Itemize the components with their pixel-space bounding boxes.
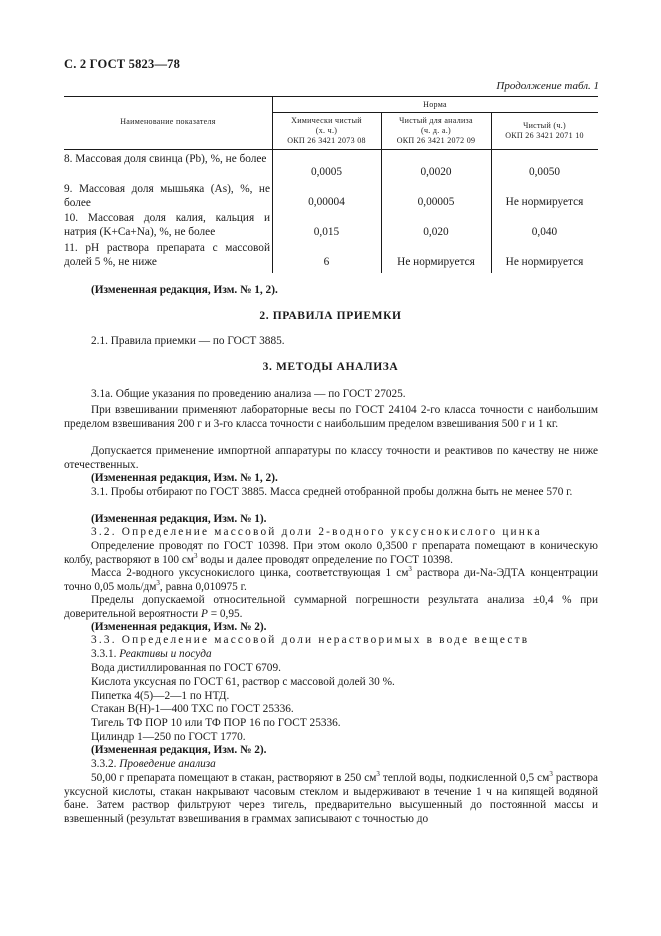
paragraph-3-2-title: 3.2. Определение массовой доли 2-водного уксуснокислого цинка <box>91 526 542 538</box>
table-header-rule <box>64 149 598 150</box>
row-10-v2: 0,020 <box>423 226 449 238</box>
row-10-v1: 0,015 <box>313 226 340 238</box>
proc-c: раствора уксусной кислоты, стакан накрывают часовым стеклом и выдерживают в течение 1 ч на кипящей водяной бане. Затем раствор фильтруют через тигель, предварительно высушенный до постоянной массы и взвешенный (результат взвешивания в граммах записывают с точностью до <box>64 772 598 825</box>
row-9-v1: 0,00004 <box>308 196 345 208</box>
error-tail: = 0,95. <box>207 607 243 620</box>
error-text: Пределы допускаемой относительной суммарной погрешности результата анализа ±0,4 % при доверительной вероятности <box>64 594 598 620</box>
row-9-v2: 0,00005 <box>417 196 455 208</box>
grade-1-okp: ОКП 26 3421 2073 08 <box>287 136 366 145</box>
row-11-v1: 6 <box>323 256 330 268</box>
reagent-item: Вода дистиллированная по ГОСТ 6709. <box>91 662 281 674</box>
row-10-v3: 0,040 <box>531 226 558 238</box>
table-norm-rule <box>272 112 598 113</box>
proc-b: теплой воды, подкисленной 0,5 см <box>379 772 550 784</box>
section-2-title: 2. ПРАВИЛА ПРИЕМКИ <box>259 310 402 322</box>
grade-3-okp: ОКП 26 3421 2071 10 <box>505 131 584 140</box>
header-grade-3 <box>491 121 598 141</box>
grade-1-abbr: (х. ч.) <box>315 126 338 135</box>
paragraph-3-1: 3.1. Пробы отбирают по ГОСТ 3885. Масса средней отобранной пробы должна быть не менее 570 г. <box>91 486 573 498</box>
row-11-name: 11. pH раствора препарата с массовой долей 5 %, не ниже <box>64 242 270 268</box>
amendment-note: (Измененная редакция, Изм. № 1, 2). <box>91 284 278 296</box>
mass-text-a: Масса 2-водного уксуснокислого цинка, соответствующая 1 см <box>91 567 409 579</box>
table-top-rule <box>64 96 598 97</box>
section-3-title: 3. МЕТОДЫ АНАЛИЗА <box>262 361 399 373</box>
grade-2-abbr: (ч. д. а.) <box>421 126 451 135</box>
error-p: P <box>200 607 208 620</box>
header-indicator: Наименование показателя <box>120 117 216 126</box>
paragraph-3-1a: 3.1а. Общие указания по проведению анализа — по ГОСТ 27025. <box>91 388 406 400</box>
paragraph-3-3-2 <box>64 758 598 772</box>
mass-text-c: , равна 0,010975 г. <box>159 580 247 593</box>
paragraph-3-2-body <box>64 540 598 567</box>
p332-title: Проведение анализа <box>119 758 216 770</box>
paragraph-import: Допускается применение импортной аппаратуры по классу точности и реактивов по качеству не ниже отечественных. <box>64 445 598 471</box>
row-11-v3: Не нормируется <box>505 256 584 268</box>
reagent-item: Цилиндр 1—250 по ГОСТ 1770. <box>91 731 246 743</box>
grade-3-name: Чистый (ч.) <box>523 121 566 130</box>
header-grade-2 <box>381 116 491 146</box>
paragraph-weighing: При взвешивании применяют лабораторные весы по ГОСТ 24104 2-го класса точности с наибольшим пределом взвешивания 200 г и 3-го класса точности с наибольшим пределом взвешивания 500 г и 1 кг. <box>64 404 598 430</box>
paragraph-3-3-title: 3.3. Определение массовой доли нерастворимых в воде веществ <box>91 634 530 646</box>
row-10-name: 10. Массовая доля калия, кальция и натрия (K+Ca+Na), %, не более <box>64 212 270 238</box>
grade-1-name: Химически чистый <box>291 116 362 125</box>
row-8-v3: 0,0050 <box>528 166 561 178</box>
p332-num: 3.3.2. <box>91 758 120 770</box>
mass-sup-1: 3 <box>408 565 412 574</box>
amendment-note: (Измененная редакция, Изм. № 1). <box>91 513 267 525</box>
amendment-note: (Измененная редакция, Изм. № 1, 2). <box>91 472 278 484</box>
reagent-item: Пипетка 4(5)—2—1 по НТД. <box>91 690 230 702</box>
grade-2-name: Чистый для анализа <box>399 116 473 125</box>
p32-tail: воды и далее проводят определение по ГОСТ 10398. <box>197 553 453 566</box>
proc-a: 50,00 г препарата помещают в стакан, растворяют в 250 см <box>91 772 377 784</box>
row-8-v1: 0,0005 <box>310 166 343 178</box>
p32-sup: 3 <box>194 551 198 560</box>
row-9-v3: Не нормируется <box>505 196 584 208</box>
p32-text: Определение проводят по ГОСТ 10398. При этом около 0,3500 г препарата помещают в коническую колбу, растворяют в 100 см <box>64 540 598 566</box>
header-norm: Норма <box>423 100 447 109</box>
reagent-item: Кислота уксусная по ГОСТ 61, раствор с массовой долей 30 %. <box>91 676 395 688</box>
amendment-note: (Измененная редакция, Изм. № 2). <box>91 621 267 633</box>
paragraph-error <box>64 594 598 621</box>
paragraph-procedure <box>64 772 598 826</box>
proc-sup-2: 3 <box>549 770 553 779</box>
page-header: С. 2 ГОСТ 5823—78 <box>64 57 181 71</box>
amendment-note: (Измененная редакция, Изм. № 2). <box>91 744 267 756</box>
p331-num: 3.3.1. <box>91 648 120 660</box>
paragraph-titrant-mass <box>64 567 598 594</box>
row-9-name: 9. Массовая доля мышьяка (As), %, не более <box>64 183 270 209</box>
row-11-v2: Не нормируется <box>397 256 475 268</box>
table-continuation-note: Продолжение табл. 1 <box>496 80 599 92</box>
row-8-v2: 0,0020 <box>420 166 452 178</box>
mass-sup-2: 3 <box>156 578 160 587</box>
row-8-name: 8. Массовая доля свинца (Pb), %, не более <box>64 153 267 165</box>
proc-sup-1: 3 <box>376 770 380 779</box>
mass-text-b: раствора ди-Na-ЭДТА концентрации точно 0,05 моль/дм <box>64 567 598 593</box>
p331-title: Реактивы и посуда <box>119 648 212 660</box>
header-grade-1 <box>272 116 381 146</box>
paragraph-3-3-1 <box>64 648 598 662</box>
paragraph-2-1: 2.1. Правила приемки — по ГОСТ 3885. <box>91 335 285 347</box>
reagent-item: Тигель ТФ ПОР 10 или ТФ ПОР 16 по ГОСТ 25336. <box>91 717 341 729</box>
grade-2-okp: ОКП 26 3421 2072 09 <box>396 136 476 145</box>
reagent-item: Стакан В(Н)-1—400 ТХС по ГОСТ 25336. <box>91 703 294 715</box>
